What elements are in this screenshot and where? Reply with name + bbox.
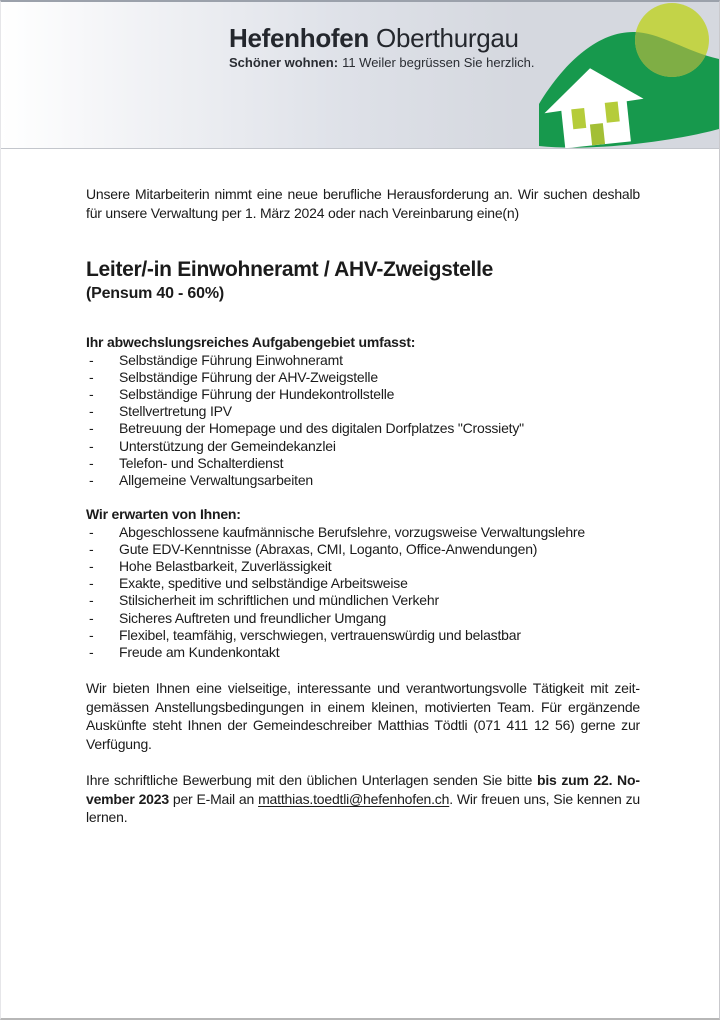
list-item-text: Unterstützung der Gemeindekanzlei xyxy=(119,437,336,454)
tagline-rest: 11 Weiler begrüssen Sie herzlich. xyxy=(342,55,535,70)
tasks-heading: Ihr abwechslungsreiches Aufgabengebiet umfasst: xyxy=(86,334,416,350)
list-item-text: Abgeschlossene kaufmännische Berufslehre, vorzugsweise Verwaltungslehre xyxy=(119,523,585,540)
tagline-lead: Schöner wohnen: xyxy=(229,55,339,70)
bullet-dash: - xyxy=(89,644,94,661)
list-item xyxy=(86,438,640,455)
letterhead xyxy=(1,2,719,149)
list-item-text: Selbständige Führung der Hundekontrollstelle xyxy=(119,385,395,402)
bullet-dash: - xyxy=(89,540,94,557)
bullet-dash: - xyxy=(89,351,94,368)
list-item-text: Selbständige Führung Einwohneramt xyxy=(119,351,343,368)
job-ad-content xyxy=(1,149,719,827)
list-item xyxy=(86,524,640,541)
offer-paragraph: Wir bieten Ihnen eine vielseitige, interessante und verantwortungsvolle Tätigkeit mit zeitgemässen Anstellungsbedingungen in einem kleinen, motivierten Team. Für ergänzende Auskünfte steht Ihnen der Gemeindeschreiber Matthias Tödtli (071 411 12 56) gerne zur Verfügung. xyxy=(86,680,640,752)
list-item xyxy=(86,386,640,403)
bullet-dash: - xyxy=(89,403,94,420)
list-item xyxy=(86,369,640,386)
list-item-text: Freude am Kundenkontakt xyxy=(119,644,280,661)
list-item xyxy=(86,575,640,592)
application-text-3: . Wir freuen uns, Sie kennen zu lernen. xyxy=(86,790,640,826)
list-item-text: Flexibel, teamfähig, verschwiegen, vertrauenswürdig und belastbar xyxy=(119,626,521,643)
bullet-dash: - xyxy=(89,454,94,471)
application-text-1: Ihre schriftliche Bewerbung mit den üblichen Unterlagen senden Sie bitte xyxy=(86,772,537,789)
bullet-dash: - xyxy=(89,420,94,437)
application-paragraph xyxy=(86,771,640,827)
list-item-text: Selbständige Führung der AHV-Zweigstelle xyxy=(119,368,378,385)
tasks-list xyxy=(86,352,640,490)
bullet-dash: - xyxy=(89,626,94,643)
list-item-text: Exakte, speditive und selbständige Arbeitsweise xyxy=(119,575,408,592)
list-item xyxy=(86,558,640,575)
house-window-left xyxy=(571,108,586,129)
list-item-text: Betreuung der Homepage und des digitalen Dorfplatzes "Crossiety" xyxy=(119,420,524,437)
house-door xyxy=(590,123,605,145)
expectations-list xyxy=(86,524,640,662)
list-item-text: Stilsicherheit im schriftlichen und mündlichen Verkehr xyxy=(119,592,439,609)
expectations-section xyxy=(86,505,640,661)
email-link[interactable]: matthias.toedtli@hefenhofen.ch xyxy=(258,790,450,807)
list-item xyxy=(86,403,640,420)
job-title: Leiter/-in Einwohneramt / AHV-Zweigstelle xyxy=(86,258,493,281)
municipality-name: Hefenhofen xyxy=(229,23,370,53)
list-item-text: Hohe Belastbarkeit, Zuverlässigkeit xyxy=(119,558,332,575)
bullet-dash: - xyxy=(89,437,94,454)
municipality-region: Oberthurgau xyxy=(376,23,519,53)
bullet-dash: - xyxy=(89,385,94,402)
bullet-dash: - xyxy=(89,368,94,385)
bullet-dash: - xyxy=(89,523,94,540)
bullet-dash: - xyxy=(89,471,94,488)
municipality-header-text xyxy=(229,24,535,70)
expectations-heading: Wir erwarten von Ihnen: xyxy=(86,506,241,523)
list-item xyxy=(86,352,640,369)
bullet-dash: - xyxy=(89,592,94,609)
list-item-text: Stellvertretung IPV xyxy=(119,403,232,420)
list-item xyxy=(86,627,640,644)
municipality-tagline xyxy=(229,55,535,70)
municipality-logo xyxy=(539,2,719,148)
job-pensum: (Pensum 40 - 60%) xyxy=(86,285,224,302)
list-item xyxy=(86,420,640,437)
intro-paragraph: Unsere Mitarbeiterin nimmt eine neue berufliche Herausforderung an. Wir suchen deshalb für unsere Verwaltung per 1. März 2024 oder nach Vereinbarung eine(n) xyxy=(86,186,640,221)
application-deadline: bis zum 22. November 2023 xyxy=(86,772,640,807)
list-item-text: Sicheres Auftreten und freundlicher Umgang xyxy=(119,609,387,626)
house-window-right xyxy=(605,102,620,123)
list-item xyxy=(86,644,640,661)
tasks-section xyxy=(86,333,640,489)
list-item-text: Allgemeine Verwaltungsarbeiten xyxy=(119,471,314,488)
list-item xyxy=(86,592,640,609)
list-item-text: Gute EDV-Kenntnisse (Abraxas, CMI, Loganto, Office-Anwendungen) xyxy=(119,540,538,557)
bullet-dash: - xyxy=(89,609,94,626)
list-item xyxy=(86,610,640,627)
municipality-title xyxy=(229,24,535,52)
list-item xyxy=(86,541,640,558)
bullet-dash: - xyxy=(89,558,94,575)
application-text-2: per E-Mail an xyxy=(168,790,259,807)
list-item-text: Telefon- und Schalterdienst xyxy=(119,454,284,471)
list-item xyxy=(86,472,640,489)
bullet-dash: - xyxy=(89,575,94,592)
list-item xyxy=(86,455,640,472)
